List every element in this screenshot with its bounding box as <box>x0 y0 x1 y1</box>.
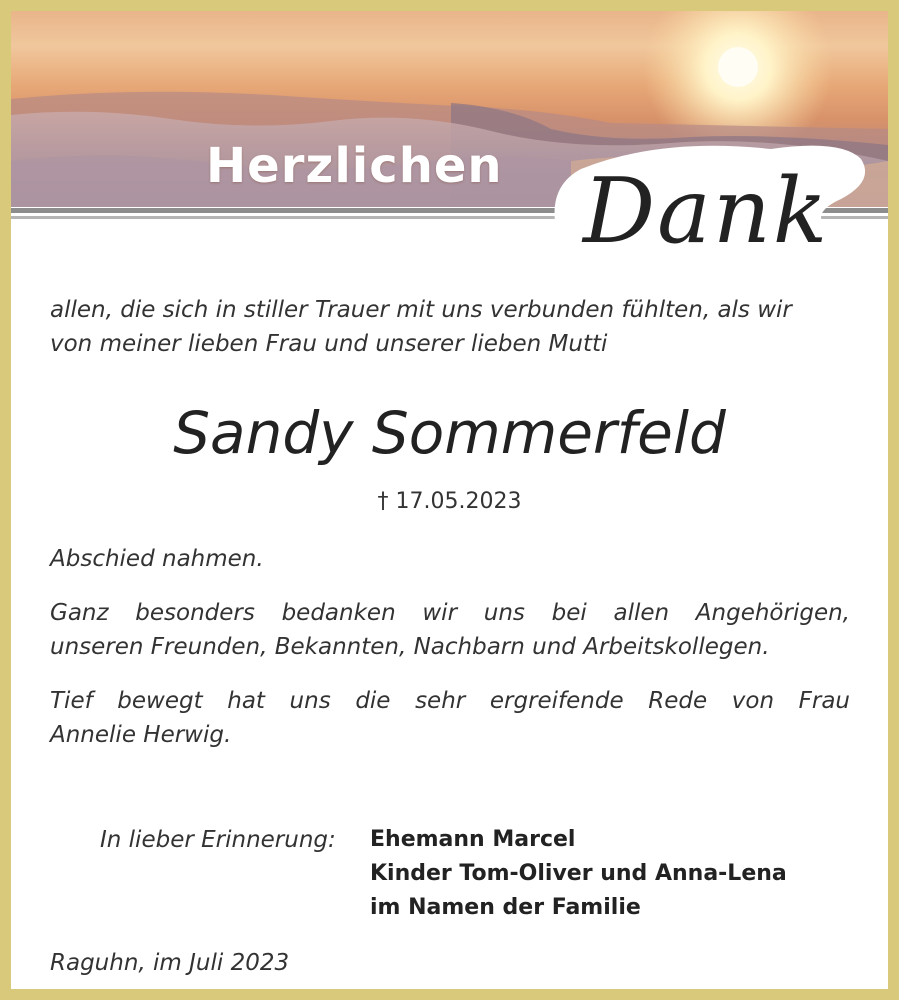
paragraph-thanks-line-2: unseren Freunden, Bekannten, Nachbarn und Arbeitskollegen. <box>50 634 770 660</box>
deceased-name: Sandy Sommerfeld <box>173 399 726 467</box>
heading-dank: Dank <box>583 159 830 264</box>
heading-herzlichen: Herzlichen <box>206 138 503 194</box>
paragraph-speech-line-2: Annelie Herwig. <box>50 722 232 748</box>
intro-line-2: von meiner lieben Frau und unserer lieben Mutti <box>50 331 608 357</box>
paragraph-thanks-line-1: Ganz besonders bedanken wir uns bei allen Angehörigen, <box>50 600 850 626</box>
intro-line-1: allen, die sich in stiller Trauer mit uns verbunden fühlten, als wir <box>50 297 792 323</box>
signature-block <box>370 823 870 925</box>
signature-line-3: im Namen der Familie <box>370 895 641 920</box>
signature-line-2: Kinder Tom-Oliver und Anna-Lena <box>370 861 787 886</box>
intro-text <box>50 293 870 361</box>
signature-line-1: Ehemann Marcel <box>370 827 576 852</box>
paragraph-speech-line-1: Tief bewegt hat uns die sehr ergreifende Rede von Frau <box>50 688 850 714</box>
paragraph-farewell: Abschied nahmen. <box>50 546 264 572</box>
death-date: † 17.05.2023 <box>377 489 522 514</box>
signature-label: In lieber Erinnerung: <box>100 827 336 853</box>
place-date: Raguhn, im Juli 2023 <box>50 950 290 976</box>
paragraph-thanks <box>50 596 850 664</box>
paragraph-speech <box>50 684 850 752</box>
